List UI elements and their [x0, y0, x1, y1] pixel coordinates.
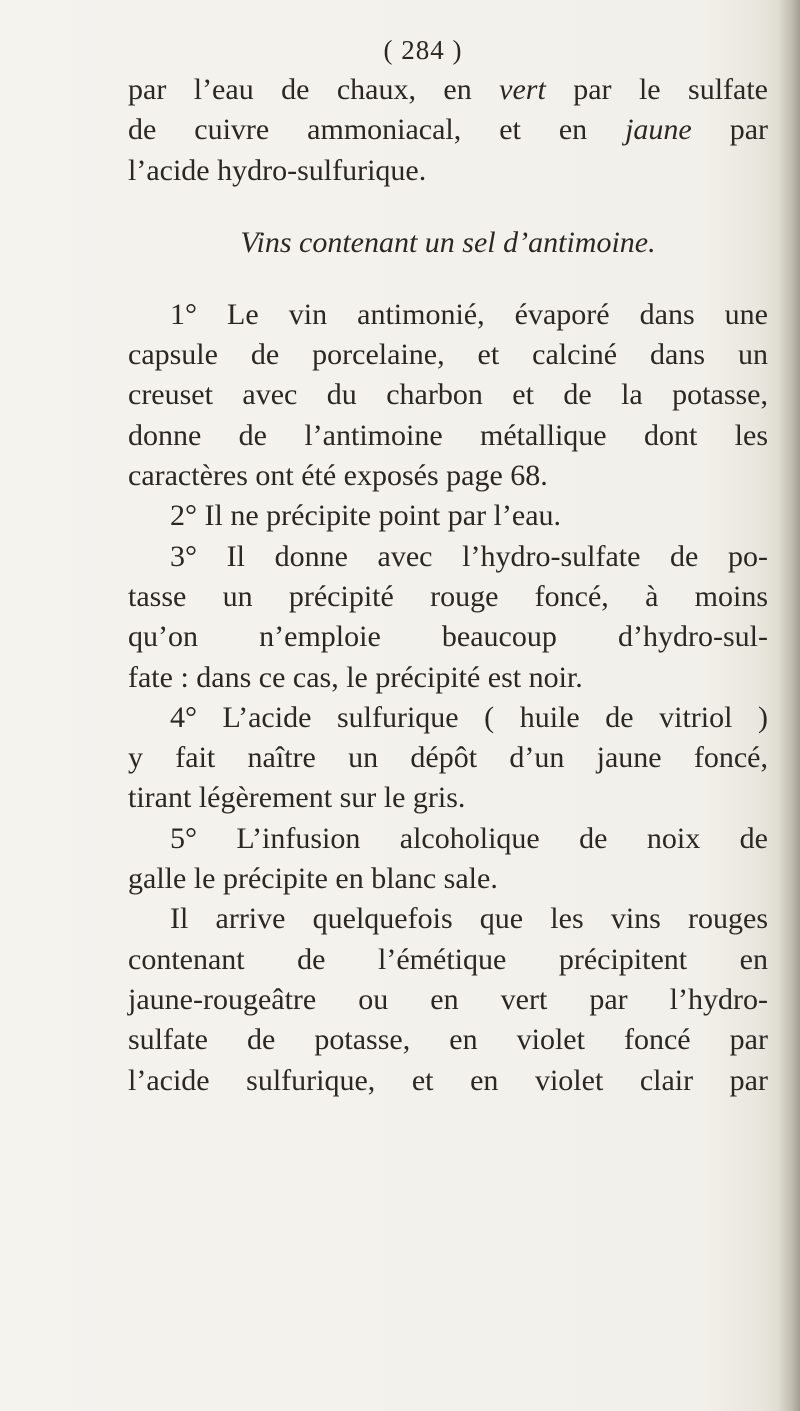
text-run: par	[691, 113, 769, 147]
body-text	[128, 295, 768, 1101]
body-line-5: caractères ont été exposés page 68.	[128, 459, 548, 493]
body-line-8: tasse un précipité rouge foncé, à moins	[128, 579, 768, 613]
body-line-1: 1° Le vin antimonié, évaporé dans une	[170, 297, 768, 331]
body-line-4: donne de l’antimoine métallique dont les	[128, 418, 768, 452]
section-title: Vins contenant un sel d’antimoine.	[240, 225, 656, 259]
text-block	[128, 30, 768, 1101]
body-line-18: jaune-rougeâtre ou en vert par l’hydro-	[128, 982, 768, 1016]
body-line-13: tirant légèrement sur le gris.	[128, 781, 466, 815]
paragraph-1-line-3	[128, 151, 768, 191]
italic-word-jaune: jaune	[625, 113, 692, 147]
paragraph-1-line-2	[128, 110, 768, 150]
body-line-11: 4° L’acide sulfurique ( huile de vitriol )	[170, 700, 768, 734]
italic-word-vert: vert	[499, 73, 546, 106]
body-line-19: sulfate de potasse, en violet foncé par	[128, 1023, 768, 1057]
body-line-14: 5° L’infusion alcoholique de noix de	[170, 821, 768, 855]
text-run: de cuivre ammoniacal, et en	[128, 113, 626, 147]
text-run: par l’eau de chaux, en	[128, 73, 500, 106]
body-line-3: creuset avec du charbon et de la potasse,	[128, 378, 768, 412]
body-line-7: 3° Il donne avec l’hydro-sulfate de po-	[170, 539, 768, 573]
spacer	[128, 263, 768, 295]
text-run: l’acide hydro-sulfurique.	[128, 153, 427, 187]
body-line-20: l’acide sulfurique, et en violet clair par	[128, 1063, 768, 1097]
text-run: par le sulfate	[545, 73, 768, 106]
body-line-2: capsule de porcelaine, et calciné dans un	[128, 338, 768, 372]
body-line-6: 2° Il ne précipite point par l’eau.	[170, 499, 562, 533]
body-line-16: Il arrive quelquefois que les vins rouges	[170, 902, 768, 936]
paragraph-1	[128, 70, 768, 191]
body-line-17: contenant de l’émétique précipitent en	[128, 942, 768, 976]
spacer	[128, 191, 768, 223]
body-line-9: qu’on n’emploie beaucoup d’hydro-sul-	[128, 620, 768, 654]
page-number: ( 284 )	[383, 35, 463, 65]
page-edge-shadow	[778, 0, 800, 1411]
body-line-15: galle le précipite en blanc sale.	[128, 862, 498, 896]
body-line-12: y fait naître un dépôt d’un jaune foncé,	[128, 741, 768, 775]
paragraph-1-line-1	[128, 70, 768, 110]
body-line-10: fate : dans ce cas, le précipité est noir.	[128, 660, 583, 694]
